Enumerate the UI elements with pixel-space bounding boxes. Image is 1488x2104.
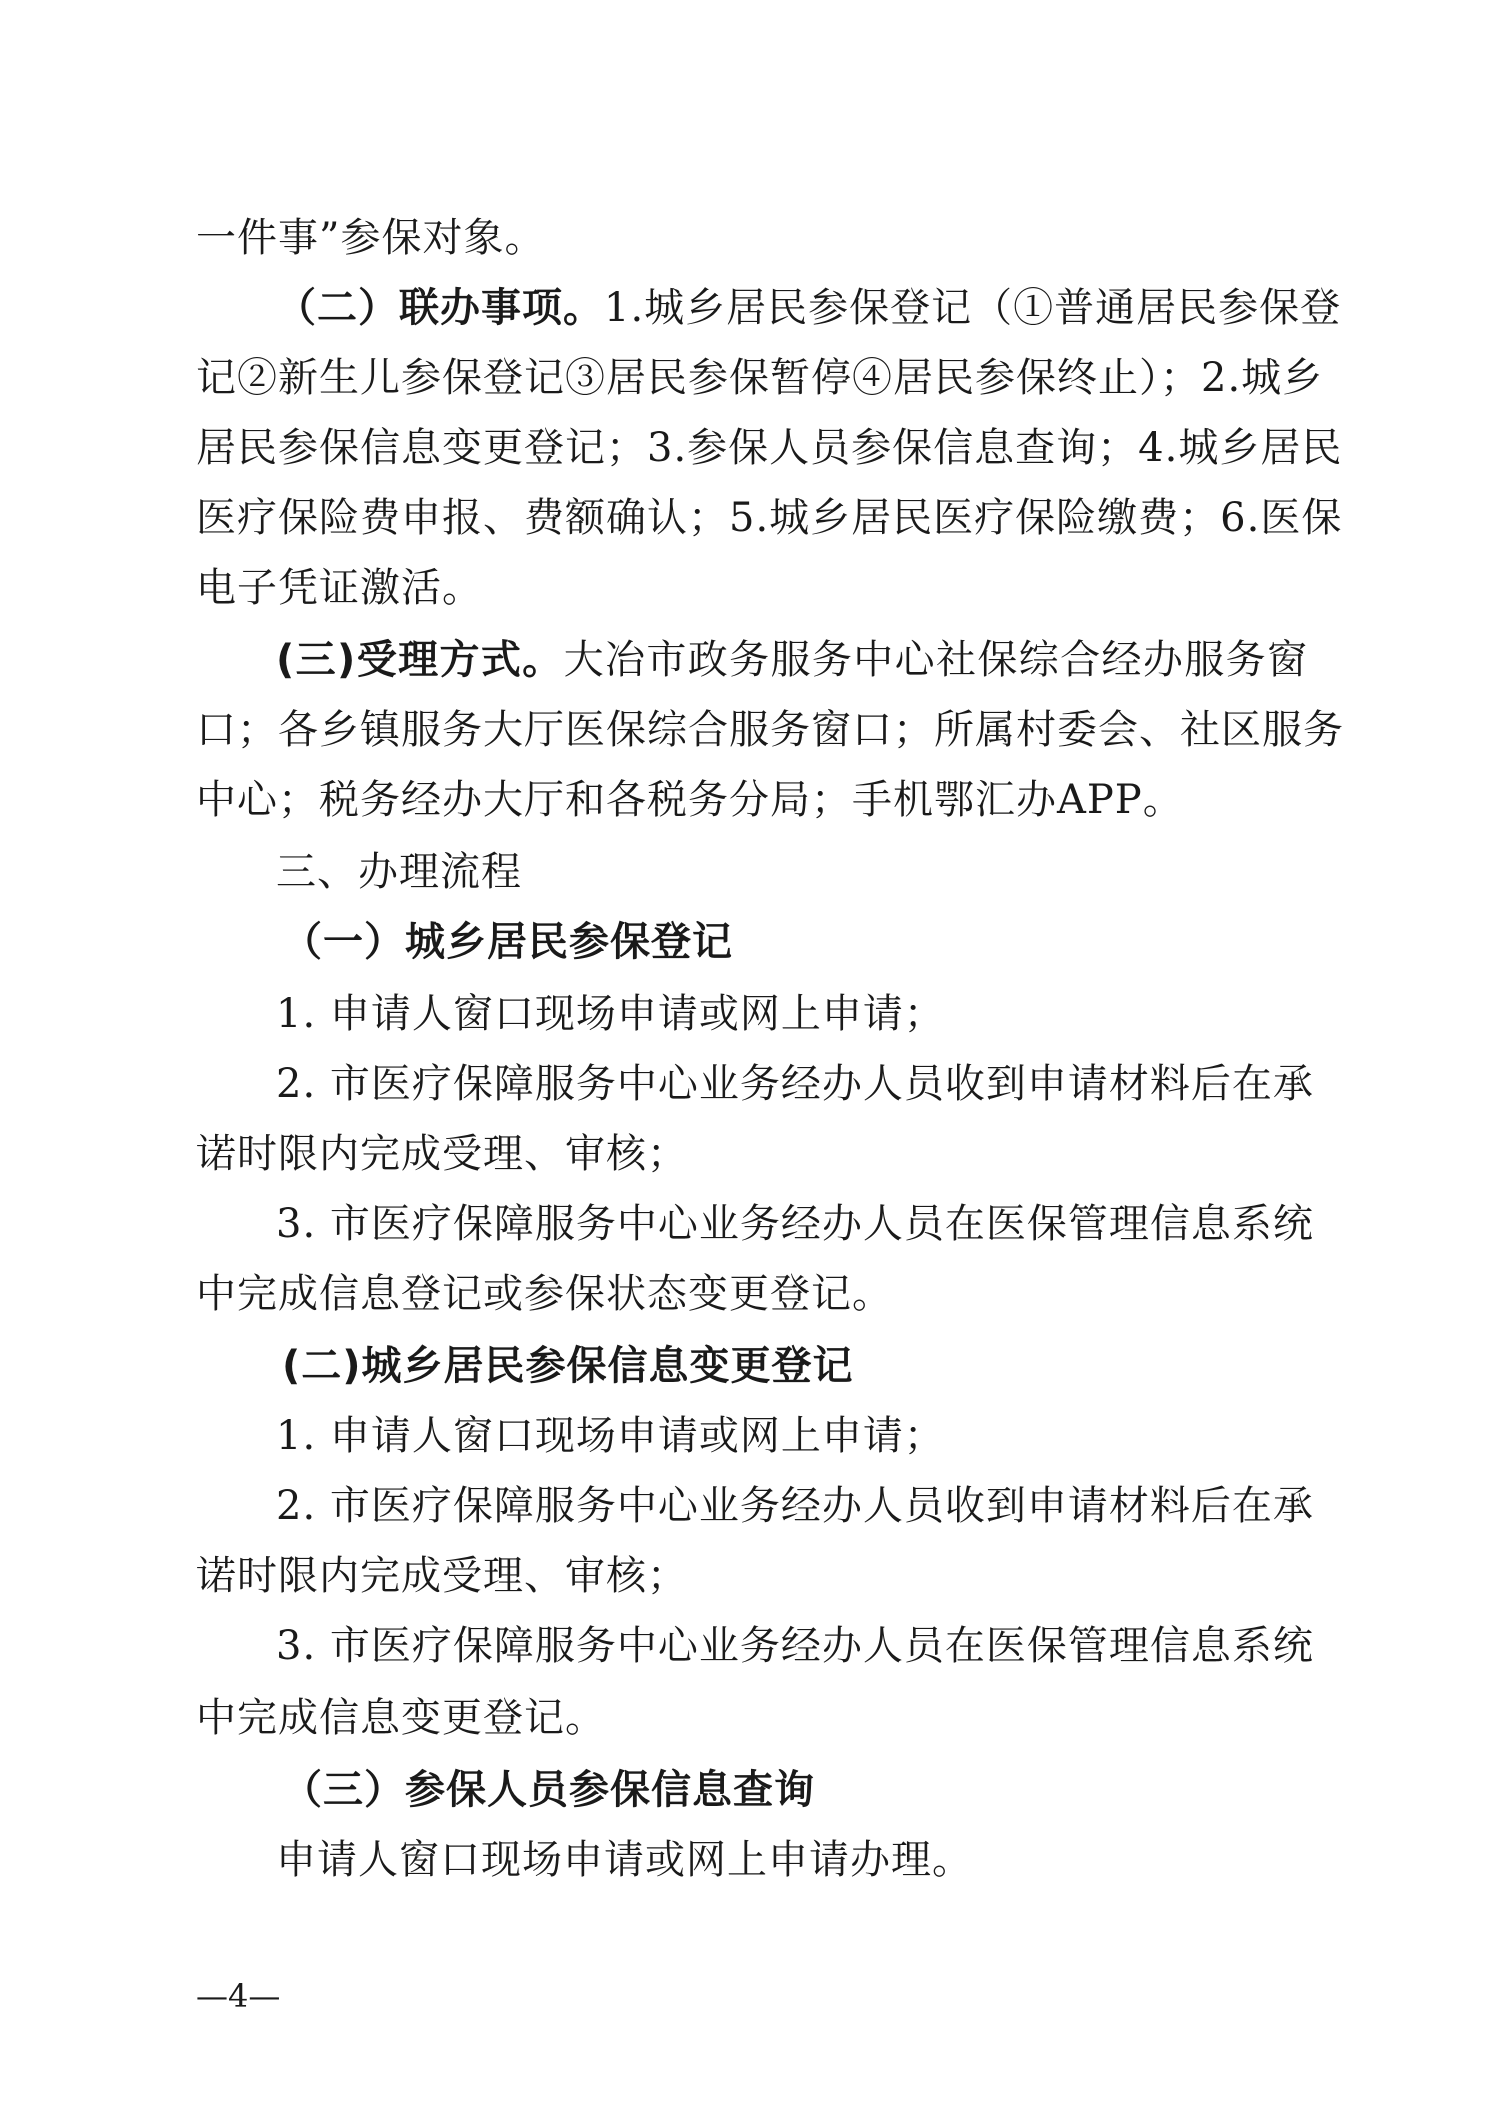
page-number: —4— — [196, 1977, 281, 2015]
body-line: 1. 申请人窗口现场申请或网上申请； — [276, 991, 945, 1037]
body-line: 1. 申请人窗口现场申请或网上申请； — [276, 1413, 945, 1459]
body-line: 诺时限内完成受理、审核； — [196, 1131, 688, 1177]
body-line: （二）联办事项。1.城乡居民参保登记（①普通居民参保登 — [276, 285, 1342, 331]
body-line: 记②新生儿参保登记③居民参保暂停④居民参保终止）；2.城乡 — [196, 355, 1324, 401]
body-line: 中完成信息登记或参保状态变更登记。 — [196, 1271, 893, 1317]
section-heading: （一）城乡居民参保登记 — [282, 919, 733, 965]
body-line: 3. 市医疗保障服务中心业务经办人员在医保管理信息系统 — [276, 1201, 1314, 1247]
body-line: 3. 市医疗保障服务中心业务经办人员在医保管理信息系统 — [276, 1623, 1314, 1669]
body-line: 一件事”参保对象。 — [196, 215, 546, 261]
body-line: 2. 市医疗保障服务中心业务经办人员收到申请材料后在承 — [276, 1483, 1314, 1529]
body-line: (三)受理方式。大冶市政务服务中心社保综合经办服务窗 — [276, 637, 1309, 683]
section-heading: （三）参保人员参保信息查询 — [282, 1767, 815, 1813]
section-heading: (二)城乡居民参保信息变更登记 — [282, 1343, 854, 1389]
body-line: 医疗保险费申报、费额确认；5.城乡居民医疗保险缴费；6.医保 — [196, 495, 1343, 541]
section-heading-inline: （二）联办事项。 — [276, 285, 604, 331]
section-heading-inline: (三)受理方式。 — [276, 637, 564, 683]
body-line: 申请人窗口现场申请或网上申请办理。 — [276, 1837, 973, 1883]
body-line: 2. 市医疗保障服务中心业务经办人员收到申请材料后在承 — [276, 1061, 1314, 1107]
body-line: 中完成信息变更登记。 — [196, 1695, 606, 1741]
chapter-heading: 三、办理流程 — [276, 849, 522, 895]
body-line: 中心；税务经办大厅和各税务分局；手机鄂汇办APP。 — [196, 777, 1184, 823]
body-line: 电子凭证激活。 — [196, 565, 483, 611]
body-line: 居民参保信息变更登记；3.参保人员参保信息查询；4.城乡居民 — [196, 425, 1343, 471]
body-line: 诺时限内完成受理、审核； — [196, 1553, 688, 1599]
body-line: 口；各乡镇服务大厅医保综合服务窗口；所属村委会、社区服务 — [196, 707, 1344, 753]
